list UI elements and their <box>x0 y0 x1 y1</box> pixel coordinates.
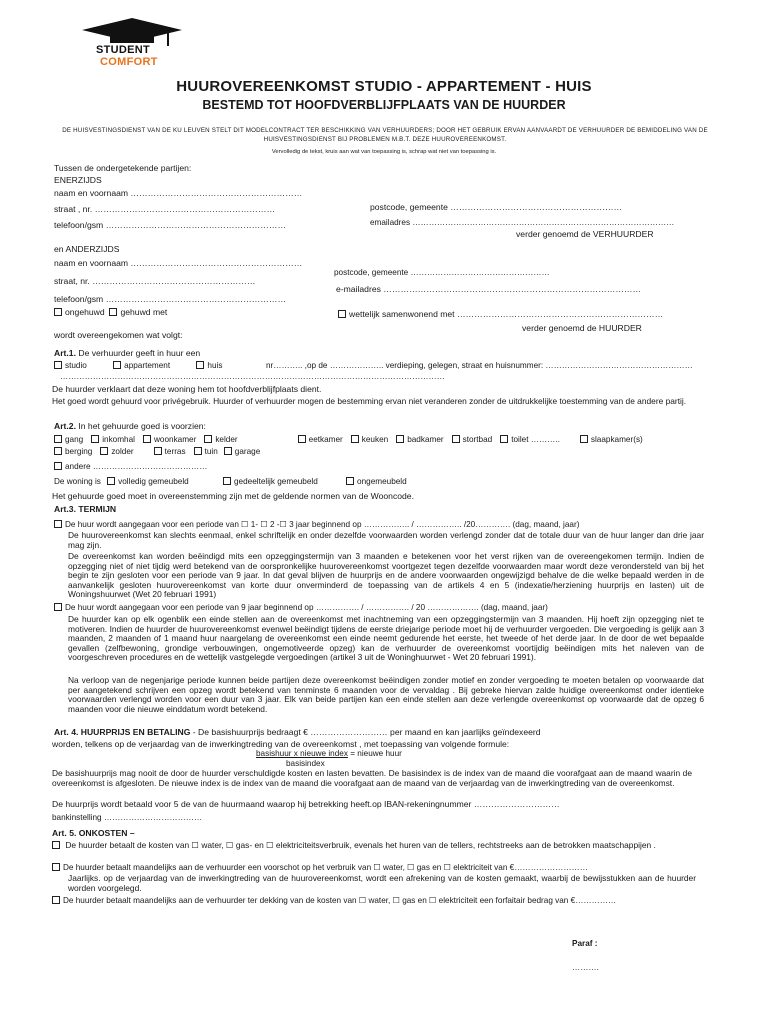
art3-par-2: De overeenkomst kan worden beëindigd mits een opzeggingstermijn van 3 maanden e betekenen voor het verst rijken van de overeengekomen termijn. Indien de opzegging niet of niet tijdig werd betekend van de oorspronkelijke huurovereenkomst voortgezet tegen dezelfde voorwaarden maar wordt deze verondersteld van bij het begin te zijn gesloten voor een periode van 9 jaar. In dat geval blijven de huurprijs en de andere voorwaarden ongewijzigd behalve de die welke bepaald werden in de aanvankelijk gesloten huurovereenkomst van korte duur onverminderd de toepassing van de artikels 4 en 5 (indexatie/herziening huurprijs en lasten) uit de Woningshuurwet (Wet 20 februari 1991) <box>68 551 704 600</box>
art3-heading: Art.3. TERMIJN <box>54 504 117 514</box>
studio-checkbox[interactable] <box>54 361 62 369</box>
room-option <box>452 435 493 444</box>
art4-line-1 <box>54 727 541 737</box>
tenant-label: verder genoemd de HUURDER <box>522 323 642 333</box>
short-term-label: De huur wordt aangegaan voor een periode van ☐ 1- ☐ 2 -☐ 3 jaar beginnend op …………….. / …………….. /20…………. (dag, maand, jaar) <box>65 520 580 529</box>
formula-numerator: basishuur x nieuwe index <box>256 749 348 758</box>
rooms-row-1 <box>54 435 651 444</box>
bank-field[interactable]: bankinstelling ……………………………… <box>52 813 203 822</box>
formula-result: = nieuwe huur <box>350 749 402 758</box>
room-checkbox[interactable] <box>54 435 62 443</box>
room-checkbox[interactable] <box>298 435 306 443</box>
enerzijds-label: ENERZIJDS <box>54 175 102 185</box>
art2-heading <box>54 421 206 431</box>
parties-intro: Tussen de ondergetekende partijen: <box>54 163 192 173</box>
room-checkbox[interactable] <box>194 447 202 455</box>
main-residence-text: De huurder verklaart dat deze woning hem tot hoofdverblijfplaats dient. <box>52 384 322 394</box>
landlord-phone-field[interactable]: telefoon/gsm ……………………………………………………… <box>54 220 287 230</box>
room-checkbox[interactable] <box>143 435 151 443</box>
costs-option-1 <box>52 841 696 851</box>
fully-furnished-checkbox[interactable] <box>107 477 115 485</box>
room-label: keuken <box>361 435 389 444</box>
room-checkbox[interactable] <box>351 435 359 443</box>
landlord-postcode-field[interactable]: postcode, gemeente …………………………………………………… <box>370 202 623 212</box>
room-label: stortbad <box>462 435 493 444</box>
address-field[interactable]: nr……….. ,op de ……………….. verdieping, gelegen, straat en huisnummer: ……………………………………………… <box>266 361 693 370</box>
tenant-street-field[interactable]: straat, nr. ………………………………………………… <box>54 276 256 286</box>
art5-heading: Art. 5. ONKOSTEN – <box>52 828 135 838</box>
fully-furnished-label: volledig gemeubeld <box>118 477 189 486</box>
room-label: gang <box>65 435 84 444</box>
room-label: berging <box>65 447 93 456</box>
other-room-row <box>54 462 207 471</box>
art1-type-row <box>54 361 222 370</box>
logo-line-1: STUDENT <box>96 44 151 56</box>
payment-text[interactable]: De huurprijs wordt betaald voor 5 de van de huurmaand waarop hij betrekking heeft.op IBAN-rekeningnummer ………………………… <box>52 799 560 809</box>
room-label: inkomhal <box>102 435 135 444</box>
art1-label: Art.1. <box>54 348 76 358</box>
room-option <box>500 435 560 444</box>
room-checkbox[interactable] <box>154 447 162 455</box>
flat-fee-label: De huurder betaalt maandelijks aan de verhuurder ter dekking van de kosten van ☐ water, ☐ gas en ☐ elektriciteit een forfaitair bedrag van €…………… <box>63 896 617 905</box>
art2-text: In het gehuurde goed is voorzien: <box>78 421 206 431</box>
tenant-email-field[interactable]: e-mailadres ……………………………………………………………………………… <box>336 284 642 294</box>
appartement-label: appartement <box>124 361 171 370</box>
room-option <box>54 435 83 444</box>
marital-status <box>54 307 167 317</box>
unfurnished-label: ongemeubeld <box>357 477 407 486</box>
costs-option-3 <box>52 895 616 905</box>
room-label: badkamer <box>407 435 444 444</box>
direct-costs-checkbox[interactable] <box>52 841 60 849</box>
room-label: garage <box>234 447 261 456</box>
art4-line-2: worden, telkens op de verjaardag van de inwerkingtreding van de overeenkomst , met toepassing van volgende formule: <box>52 739 510 749</box>
cohabit-checkbox[interactable] <box>338 310 346 318</box>
tenant-name-field[interactable]: naam en voornaam …………………………………………………… <box>54 258 303 268</box>
student-comfort-logo <box>82 18 182 72</box>
room-checkbox[interactable] <box>452 435 460 443</box>
andere-label: andere …………………………………… <box>65 462 208 471</box>
logo-line-2: COMFORT <box>100 56 158 68</box>
art2-label: Art.2. <box>54 421 76 431</box>
room-label: tuin <box>204 447 218 456</box>
room-checkbox[interactable] <box>54 447 62 455</box>
room-option <box>351 435 388 444</box>
advance-costs-label: De huurder betaalt maandelijks aan de verhuurder een voorschot op het verbruik van ☐ water, ☐ gas en ☐ elektriciteit van €……………………… <box>63 863 588 872</box>
formula <box>256 749 402 758</box>
room-label: terras <box>164 447 186 456</box>
landlord-name-field[interactable]: naam en voornaam …………………………………………………… <box>54 188 303 198</box>
room-checkbox[interactable] <box>580 435 588 443</box>
private-use-text: Het goed wordt gehuurd voor privégebruik. Huurder of verhuurder mogen de bestemming ervan niet veranderen zonder de uitdrukkelijke toestemming van de andere partij. <box>52 396 687 406</box>
room-checkbox[interactable] <box>396 435 404 443</box>
appartement-checkbox[interactable] <box>113 361 121 369</box>
paraf-label: Paraf : <box>572 939 598 948</box>
room-option <box>194 447 218 456</box>
partially-furnished-label: gedeeltelijk gemeubeld <box>234 477 318 486</box>
landlord-email-field[interactable]: emailadres …………………………………………………………………………………… <box>370 218 675 227</box>
cohabit-row <box>338 309 663 319</box>
landlord-street-field[interactable]: straat , nr. ……………………………………………………… <box>54 204 276 214</box>
room-option <box>298 435 343 444</box>
flat-fee-checkbox[interactable] <box>52 896 60 904</box>
furnished-label: De woning is <box>54 477 101 486</box>
short-term-checkbox[interactable] <box>54 520 62 528</box>
document-title: HUUROVEREENKOMST STUDIO - APPARTEMENT - HUIS <box>176 78 592 95</box>
room-checkbox[interactable] <box>91 435 99 443</box>
direct-costs-label: De huurder betaalt de kosten van ☐ water, ☐ gas- en ☐ elektriciteitsverbruik, evenals het huren van de tellers, rechtstreeks aan de betrokken maatschappijen . <box>65 840 656 850</box>
room-label: toilet ……….. <box>511 435 560 444</box>
document-subtitle: BESTEMD TOT HOOFDVERBLIJFPLAATS VAN DE HUURDER <box>202 98 566 112</box>
room-label: eetkamer <box>308 435 343 444</box>
unmarried-checkbox[interactable] <box>54 308 62 316</box>
rooms-row-2 <box>54 447 268 456</box>
art3-par-4: Na verloop van de negenjarige periode kunnen beide partijen deze overeenkomst beëindigen zonder motief en zonder vergoeding te moeten betalen op voorwaarde dat per aangetekend schrijven een opzeg wordt betekend van tenminste 6 maanden voor de vervaldag . Bij gebreke hiervan zalde huidige overeenkomst onder identieke voorwaarden verlengd worden voor een duur van 3 jaar. Elk van beide partijen kan een einde stellen aan deze verlengde overeenkomst op voorwaarde dat de opzeg 6 maanden voor die nieuwe einddatum wordt betekend. <box>68 675 704 714</box>
room-label: kelder <box>215 435 238 444</box>
unfurnished-checkbox[interactable] <box>346 477 354 485</box>
room-checkbox[interactable] <box>500 435 508 443</box>
term-option-long <box>54 603 548 612</box>
room-option <box>91 435 135 444</box>
tenant-postcode-field[interactable]: postcode, gemeente …………………………………………… <box>334 268 550 277</box>
long-term-checkbox[interactable] <box>54 603 62 611</box>
furnished-row <box>54 477 407 486</box>
room-option <box>54 447 92 456</box>
room-option <box>154 447 186 456</box>
huis-label: huis <box>207 361 223 370</box>
partially-furnished-checkbox[interactable] <box>223 477 231 485</box>
long-term-label: De huur wordt aangegaan voor een periode van 9 jaar beginnend op ……………. / ……………. / 20 ………………. (dag, maand, jaar) <box>65 603 548 612</box>
cohabit-label: wettelijk samenwonend met ……………………………………………………………… <box>349 309 664 319</box>
address-dots: …………………………………………………………………………………………………………………………… <box>60 372 445 381</box>
norms-text: Het gehuurde goed moet in overeenstemming zijn met de geldende normen van de Wooncode. <box>52 491 414 501</box>
room-label: slaapkamer(s) <box>590 435 643 444</box>
disclaimer: DE HUISVESTINGSDIENST VAN DE KU LEUVEN STELT DIT MODELCONTRACT TER BESCHIKKING VAN VERHUURDERS; DOOR HET GEBRUIK ERVAN AANVAARDT DE VERHUURDER DE BEMIDDELING VAN DE HUISVESTINGSDIENST BIJ PROBLEMEN M.B.T. DEZE HUUROVEREENKOMST. <box>62 127 708 143</box>
room-checkbox[interactable] <box>204 435 212 443</box>
room-option <box>224 447 261 456</box>
costs-option-2 <box>52 862 588 872</box>
tenant-phone-field[interactable]: telefoon/gsm ……………………………………………………… <box>54 294 287 304</box>
rent-amount-field[interactable]: - De basishuurprijs bedraagt € ……………………… per maand en kan jaarlijks geïndexeerd <box>192 727 541 737</box>
married-checkbox[interactable] <box>109 308 117 316</box>
room-checkbox[interactable] <box>224 447 232 455</box>
anderzijds-label: en ANDERZIJDS <box>54 244 120 254</box>
room-label: zolder <box>111 447 134 456</box>
art3-par-3: De huurder kan op elk ogenblik een einde stellen aan de overeenkomst met inachtneming van een opzeggingstermijn van 3 maanden. Hij hoeft zijn opzegging niet te motiveren. Indien de huurder de huurovereenkomst evenwel beëindigt tijdens de eerste driejarige periode moet hij de verhuurder vergoeden. Die vergoeding is gelijk aan 3 maanden, 2 maanden of 1 maand huur naargelang de overeenkomst een einde neemt gedurende het eerste, het tweede of het derde jaar. In de door de wet bepaalde gevallen (zelfbewoning, grondige verbouwingen, ongemotiveerde opzeg) kan de verhuurder de overeenkomst voortijdig beëindigen mits het naleven van de voorgeschreven procedures en de wettelijk vastgelegde vergoedingen (artikel 3 uit de Woninghuurwet - Wet 20 februari 1991). <box>68 614 704 663</box>
fill-instruction: Vervolledig de tekst, kruis aan wat van toepassing is, schrap wat niet van toepassing is. <box>271 149 497 155</box>
art4-heading: Art. 4. HUURPRIJS EN BETALING <box>54 727 191 737</box>
room-option <box>143 435 196 444</box>
annual-settlement-text: Jaarlijks. op de verjaardag van de inwerkingtreding van de huurovereenkomst, wordt een afrekening van de kosten gemaakt, waarbij de bewijsstukken aan de huurder worden voorgelegd. <box>68 873 696 893</box>
room-option <box>100 447 133 456</box>
andere-checkbox[interactable] <box>54 462 62 470</box>
formula-denominator: basisindex <box>286 759 325 768</box>
studio-label: studio <box>65 361 87 370</box>
room-checkbox[interactable] <box>100 447 108 455</box>
advance-costs-checkbox[interactable] <box>52 863 60 871</box>
base-index-text: De basishuurprijs mag nooit de door de huurder verschuldigde kosten en lasten bevatten. De basisindex is de index van de maand die voorafgaat aan de maand waarin de overeenkomst is afgesloten. De nieuwe index is de index van de maand die voorafgaat aan de maand van de verjaardag van de inwerkingtreding van de overeenkomst. <box>52 768 692 788</box>
landlord-label: verder genoemd de VERHUURDER <box>516 229 654 239</box>
art3-par-1: De huurovereenkomst kan slechts eenmaal, enkel schriftelijk en onder dezelfde voorwaarden worden verlengd zonder dat de totale duur van de huur langer dan drie jaar mag zijn. <box>68 530 704 550</box>
term-option-short <box>54 519 579 529</box>
art1-heading <box>54 348 200 358</box>
paraf-field[interactable]: ………. <box>572 963 599 972</box>
room-label: woonkamer <box>154 435 197 444</box>
agreed-text: wordt overeengekomen wat volgt: <box>54 330 183 340</box>
married-label: gehuwd met <box>120 307 168 317</box>
unmarried-label: ongehuwd <box>65 307 105 317</box>
huis-checkbox[interactable] <box>196 361 204 369</box>
room-option <box>580 435 643 444</box>
art1-text: De verhuurder geeft in huur een <box>78 348 201 358</box>
room-option <box>204 435 237 444</box>
room-option <box>396 435 443 444</box>
